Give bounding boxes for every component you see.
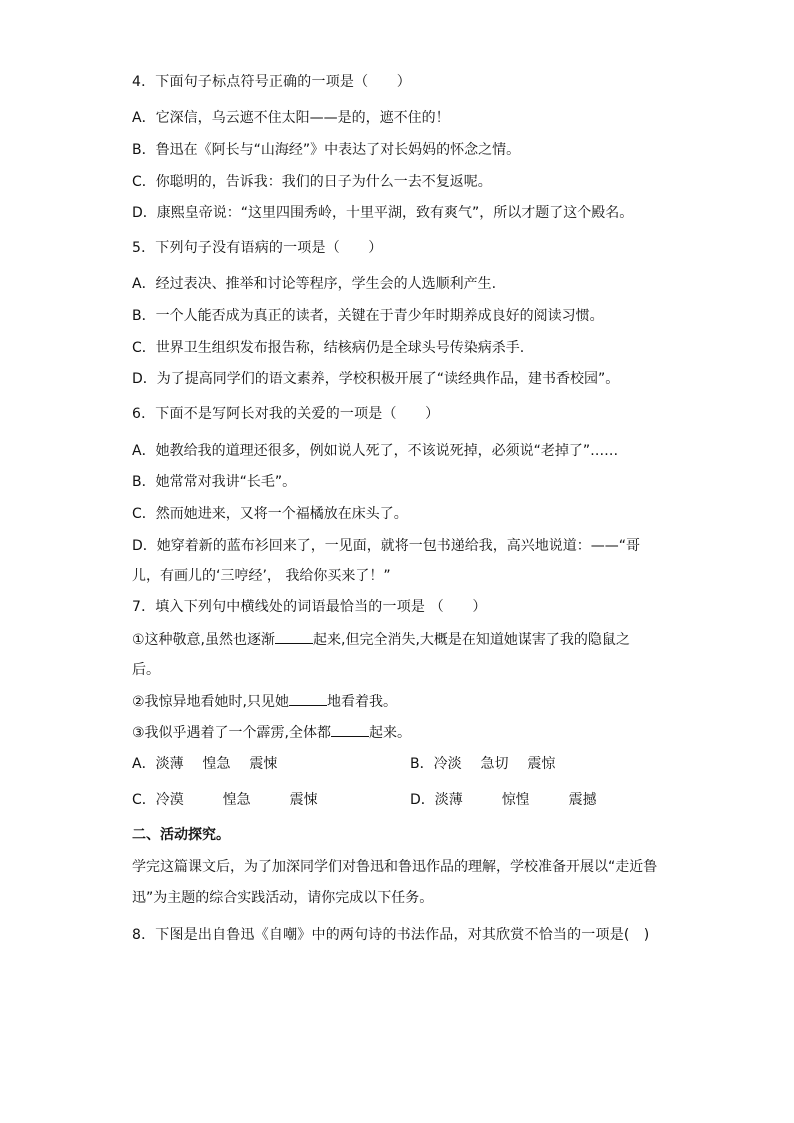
q7-option-c-word2: 惶急	[222, 792, 251, 808]
q5-option-a: A．经过表决、推举和讨论等程序，学生会的人选顺利产生.	[132, 276, 497, 292]
q7-blank-2	[289, 691, 327, 706]
q7-option-c-label: C．冷漠	[132, 792, 184, 808]
q7-sentence-3	[132, 722, 411, 742]
q6-option-c: C．然而她进来，又将一个福橘放在床头了。	[132, 506, 408, 522]
q7-option-d-word2: 惊惶	[501, 792, 530, 808]
q7-option-b-word2: 急切	[480, 756, 509, 772]
q7-option-a-word3: 震悚	[249, 756, 278, 772]
q4-option-a: A．它深信，乌云遮不住太阳——是的，遮不住的！	[132, 110, 450, 126]
section-2-intro-line1: 学完这篇课文后，为了加深同学们对鲁迅和鲁迅作品的理解，学校准备开展以“走近鲁	[132, 859, 658, 875]
q6-option-a: A．她教给我的道理还很多，例如说人死了，不该说死掉，必须说“老掉了”……	[132, 443, 619, 459]
q7-option-a	[132, 754, 277, 774]
q7-option-d	[410, 790, 597, 810]
q7-option-b	[410, 754, 555, 774]
q7-s3-before: ③我似乎遇着了一个霹雳,全体都	[132, 725, 332, 741]
q7-stem: 7．填入下列句中横线处的词语最恰当的一项是 （ ）	[132, 599, 487, 615]
q6-stem: 6．下面不是写阿长对我的关爱的一项是（ ）	[132, 406, 440, 422]
q6-option-b: B．她常常对我讲“长毛”。	[132, 474, 297, 490]
q7-option-a-word2: 惶急	[202, 756, 231, 772]
q7-option-d-word3: 震撼	[568, 792, 597, 808]
q7-option-c	[132, 790, 318, 810]
q7-option-b-label: B．冷淡	[410, 756, 462, 772]
q7-blank-3	[331, 722, 369, 737]
q5-option-b: B．一个人能否成为真正的读者，关键在于青少年时期养成良好的阅读习惯。	[132, 308, 604, 324]
q7-blank-1	[275, 629, 313, 644]
q4-option-d: D．康熙皇帝说：“这里四围秀岭，十里平湖，致有爽气”，所以才题了这个殿名。	[132, 205, 634, 221]
q7-option-b-word3: 震惊	[527, 756, 556, 772]
q7-sentence-1	[132, 629, 630, 649]
section-2-title: 二、活动探究。	[132, 827, 230, 843]
q7-s2-after: 地看着我。	[327, 694, 398, 710]
q5-stem: 5．下列句子没有语病的一项是（ ）	[132, 240, 383, 256]
q7-option-c-word3: 震悚	[289, 792, 318, 808]
q4-option-b: B．鲁迅在《阿长与“山海经”》中表达了对长妈妈的怀念之情。	[132, 142, 521, 158]
q6-option-d-line2: 儿，有画儿的‘三哼经’， 我给你买来了！”	[132, 568, 391, 584]
q7-s1-after: 起来,但完全消失,大概是在知道她谋害了我的隐鼠之	[313, 632, 630, 648]
q7-sentence-2	[132, 691, 397, 711]
q4-option-c: C．你聪明的，告诉我：我们的日子为什么一去不复返呢。	[132, 174, 492, 190]
q5-option-d: D．为了提高同学们的语文素养，学校积极开展了“读经典作品，建书香校园”。	[132, 371, 620, 387]
q8-stem: 8．下图是出自鲁迅《自嘲》中的两句诗的书法作品，对其欣赏不恰当的一项是( )	[132, 927, 650, 943]
q7-s2-before: ②我惊异地看她时,只见她	[132, 694, 290, 710]
q6-option-d-line1: D．她穿着新的蓝布衫回来了，一见面，就将一包书递给我，高兴地说道：——“哥	[132, 538, 641, 554]
q7-s3-after: 起来。	[369, 725, 412, 741]
q4-stem: 4．下面句子标点符号正确的一项是（ ）	[132, 74, 411, 90]
q5-option-c: C．世界卫生组织发布报告称，结核病仍是全球头号传染病杀手.	[132, 340, 525, 356]
q7-option-a-label: A．淡薄	[132, 756, 184, 772]
q7-option-d-label: D．淡薄	[410, 792, 463, 808]
section-2-intro-line2: 迅”为主题的综合实践活动，请你完成以下任务。	[132, 890, 434, 906]
q7-s1-before: ①这种敬意,虽然也逐渐	[132, 632, 276, 648]
q7-sentence-1-cont: 后。	[132, 662, 160, 678]
